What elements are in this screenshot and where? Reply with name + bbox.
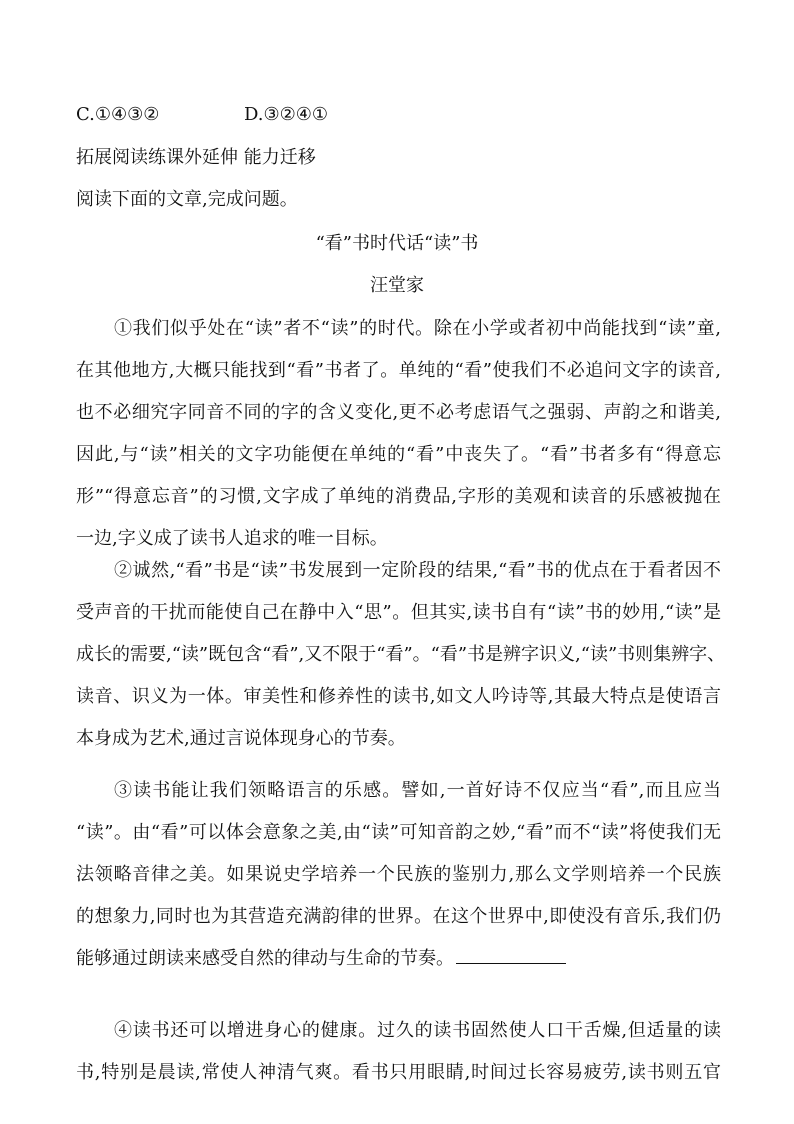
- paragraph-line: 也不必细究字同音不同的字的含义变化,更不必考虑语气之强弱、声韵之和谐美,: [76, 402, 721, 423]
- paragraph-line: ③读书能让我们领略语言的乐感。譬如,一首好诗不仅应当“看”,而且应当: [114, 780, 721, 801]
- paragraph-line: 法领略音律之美。如果说史学培养一个民族的鉴别力,那么文学则培养一个民族: [76, 864, 721, 885]
- paragraph-line: ②诚然,“看”书是“读”书发展到一定阶段的结果,“看”书的优点在于看者因不: [114, 560, 721, 581]
- paragraph-line: 在其他地方,大概只能找到“看”书者了。单纯的“看”使我们不必追问文字的读音,: [76, 360, 721, 381]
- section-title: 拓展阅读练课外延伸 能力迁移: [76, 147, 316, 168]
- paragraph-line: “读”。由“看”可以体会意象之美,由“读”可知音韵之妙,“看”而不“读”将使我们无: [76, 822, 721, 843]
- option-c: C.①④③②: [76, 104, 160, 125]
- paragraph-line: 因此,与“读”相关的文字功能便在单纯的“看”中丧失了。“看”书者多有“得意忘: [76, 444, 721, 465]
- paragraph-4: [76, 1010, 721, 1094]
- paragraph-1: [76, 308, 721, 560]
- paragraph-line: 成长的需要,“读”既包含“看”,又不限于“看”。“看”书是辨字识义,“读”书则集辨字、: [76, 644, 726, 665]
- paragraph-line-with-blank: [76, 938, 721, 980]
- paragraph-line: 书,特别是晨读,常使人神清气爽。看书只用眼睛,时间过长容易疲劳,读书则五官: [76, 1062, 721, 1083]
- instruction-text: 阅读下面的文章,完成问题。: [76, 189, 298, 210]
- paragraph-3: [76, 770, 721, 980]
- paragraph-line-text: 能够通过朗读来感受自然的律动与生命的节奏。: [76, 948, 454, 969]
- paragraph-line: ④读书还可以增进身心的健康。过久的读书固然使人口干舌燥,但适量的读: [114, 1020, 721, 1041]
- paragraph-line: 本身成为艺术,通过言说体现身心的节奏。: [76, 728, 406, 749]
- answer-blank[interactable]: [456, 941, 566, 964]
- option-d: D.③②④①: [244, 104, 329, 125]
- article-author: 汪堂家: [370, 275, 424, 296]
- article-title: “看”书时代话“读”书: [315, 233, 479, 254]
- paragraph-line: 形”“得意忘音”的习惯,文字成了单纯的消费品,字形的美观和读音的乐感被抛在: [76, 486, 721, 507]
- paragraph-line: 一边,字义成了读书人追求的唯一目标。: [76, 528, 388, 549]
- paragraph-line: 受声音的干扰而能使自己在静中入“思”。但其实,读书自有“读”书的妙用,“读”是: [76, 602, 721, 623]
- paragraph-line: ①我们似乎处在“读”者不“读”的时代。除在小学或者初中尚能找到“读”童,: [114, 318, 721, 339]
- paragraph-line: 的想象力,同时也为其营造充满韵律的世界。在这个世界中,即使没有音乐,我们仍: [76, 906, 721, 927]
- paragraph-line: 读音、识义为一体。审美性和修养性的读书,如文人吟诗等,其最大特点是使语言: [76, 686, 721, 707]
- paragraph-2: [76, 550, 726, 760]
